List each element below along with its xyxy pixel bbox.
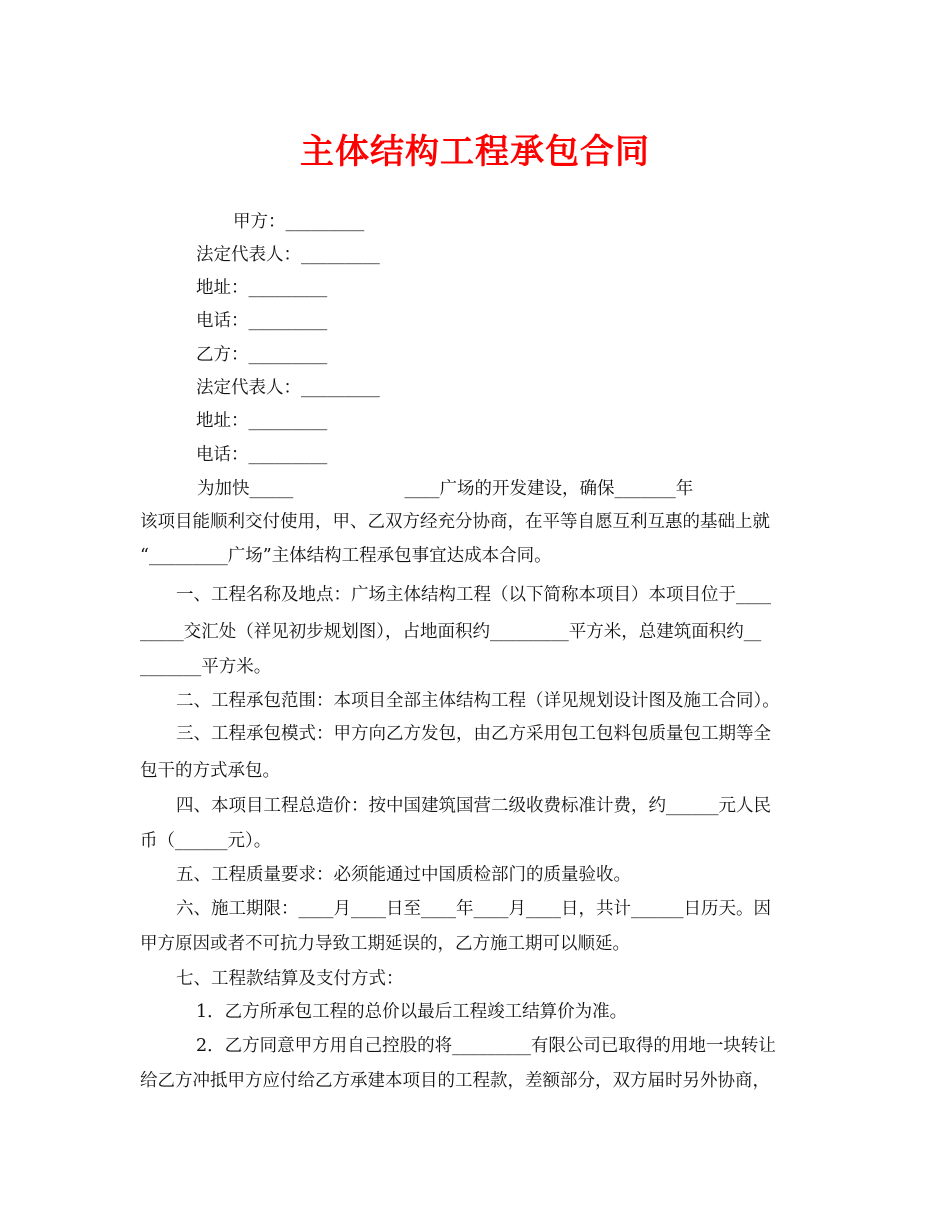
clause-7-item-2: 2．乙方同意甲方用自己控股的将_________有限公司已取得的用地一块转让 xyxy=(196,1036,776,1056)
clause-1-line: _______平方米。 xyxy=(140,657,272,677)
preamble-line: 为加快_____ ____广场的开发建设，确保_______年 xyxy=(197,479,694,499)
clause-3-line: 三、工程承包模式：甲方向乙方发包，由乙方采用包工包料包质量包工期等全 xyxy=(176,724,771,744)
party-a-address-line: 地址：_________ xyxy=(196,278,328,298)
clause-4-line: 币（______元）。 xyxy=(140,831,272,851)
clause-2-line: 二、工程承包范围：本项目全部主体结构工程（详见规划设计图及施工合同）。 xyxy=(176,691,780,711)
party-a-phone-line: 电话：_________ xyxy=(196,311,328,331)
clause-6-line: 六、施工期限：____月____日至____年____月____日，共计______日历天。因 xyxy=(176,899,771,919)
clause-3-line: 包干的方式承包。 xyxy=(140,761,280,781)
party-a-line: 甲方：_________ xyxy=(233,212,365,232)
clause-7-item-1: 1．乙方所承包工程的总价以最后工程竣工结算价为准。 xyxy=(196,1002,628,1022)
party-b-address-line: 地址：_________ xyxy=(196,411,328,431)
clause-7-heading: 七、工程款结算及支付方式： xyxy=(176,969,404,989)
clause-6-line: 甲方原因或者不可抗力导致工期延误的，乙方施工期可以顺延。 xyxy=(140,934,630,954)
party-b-line: 乙方：_________ xyxy=(196,345,328,365)
document-title: 主体结构工程承包合同 xyxy=(300,132,650,172)
clause-5-line: 五、工程质量要求：必须能通过中国质检部门的质量验收。 xyxy=(176,865,631,885)
clause-4-line: 四、本项目工程总造价：按中国建筑国营二级收费标准计费，约______元人民 xyxy=(176,796,771,816)
clause-7-item-2-continued: 给乙方冲抵甲方应付给乙方承建本项目的工程款，差额部分，双方届时另外协商， xyxy=(140,1071,770,1091)
party-b-representative-line: 法定代表人：_________ xyxy=(196,378,380,398)
clause-1-line: 一、工程名称及地点：广场主体结构工程（以下简称本项目）本项目位于____ xyxy=(176,585,771,605)
party-b-phone-line: 电话：_________ xyxy=(196,445,328,465)
preamble-line: “_________广场”主体结构工程承包事宜达成本合同。 xyxy=(140,546,552,566)
clause-1-line: _____交汇处（祥见初步规划图），占地面积约_________平方米，总建筑面积约__ xyxy=(140,622,762,642)
party-a-representative-line: 法定代表人：_________ xyxy=(196,245,380,265)
preamble-line: 该项目能顺利交付使用，甲、乙双方经充分协商，在平等自愿互利互惠的基础上就 xyxy=(140,512,770,532)
